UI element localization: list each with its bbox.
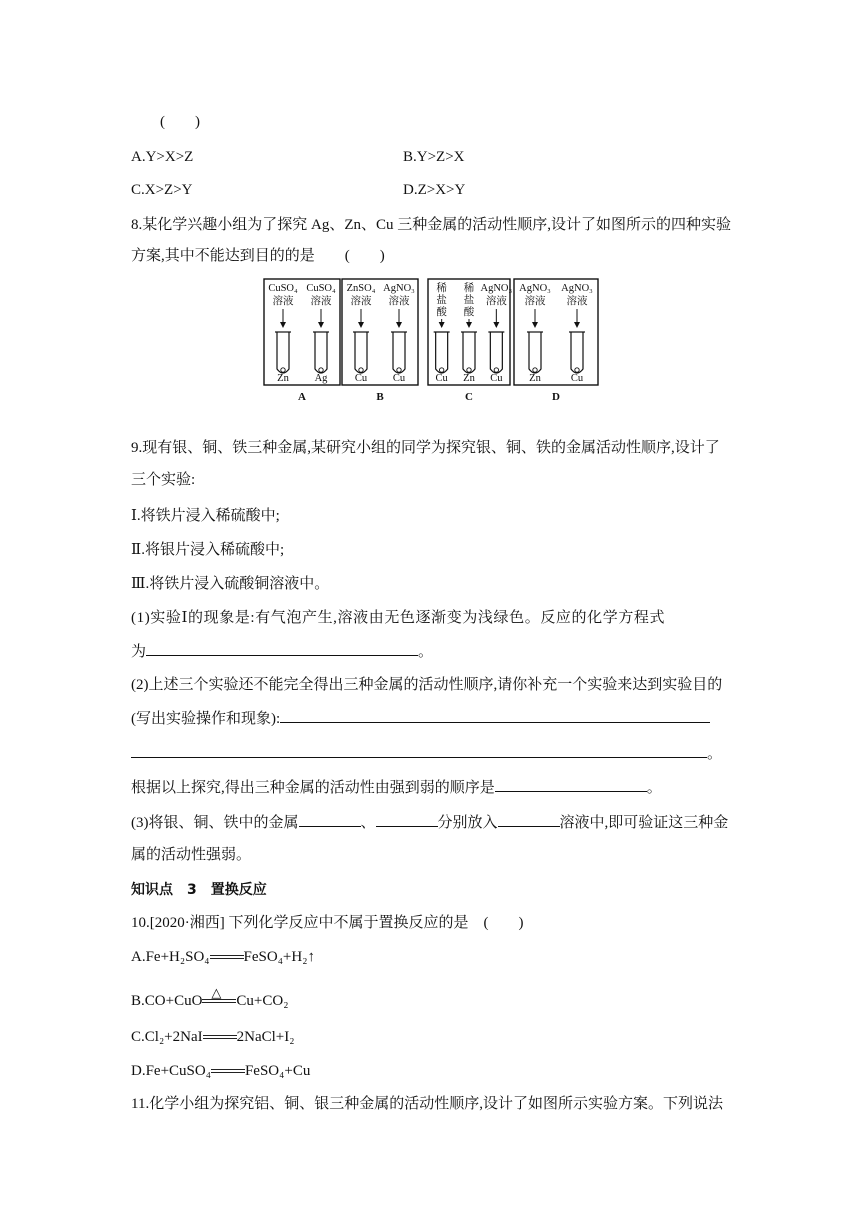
q9-part2-line3 xyxy=(131,743,722,764)
q9-part3-sep: 、 xyxy=(360,815,376,831)
arrowhead-icon xyxy=(439,322,445,328)
test-tube-icon xyxy=(393,332,405,373)
reagent-label: 稀 xyxy=(436,283,447,294)
q9-part3-line2: 属的活动性强弱。 xyxy=(131,847,252,863)
q10-option-c xyxy=(131,1027,294,1047)
reagent-label: 盐 xyxy=(436,295,447,306)
q9-stem-line2: 三个实验: xyxy=(131,472,196,488)
q7-option-c: C.X>Z>Y xyxy=(131,182,193,198)
q9-order-line xyxy=(131,777,662,798)
equals-sign-icon xyxy=(203,1034,237,1042)
q11-stem-line1: 11.化学小组为探究铝、铜、银三种金属的活动性顺序,设计了如图所示实验方案。下列说法 xyxy=(131,1096,723,1112)
q10-option-a-products: FeSO₄+H₂↑ xyxy=(243,949,315,965)
group-label: B xyxy=(376,391,384,403)
test-tube-icon xyxy=(571,332,583,373)
q9-part2-line2 xyxy=(131,708,710,729)
q10-option-d xyxy=(131,1061,310,1081)
test-tube-icon xyxy=(436,332,448,373)
q7-option-d: D.Z>X>Y xyxy=(403,182,466,198)
reagent-label: AgNO₃ xyxy=(480,283,513,294)
q10-option-d-products: FeSO₄+Cu xyxy=(244,1063,311,1079)
group-D-frame xyxy=(514,279,598,385)
metal-label: Cu xyxy=(435,373,448,384)
reagent-label: AgNO₃ xyxy=(383,283,415,294)
q9-part1-line1: (1)实验Ⅰ的现象是:有气泡产生,溶液由无色逐渐变为浅绿色。反应的化学方程式 xyxy=(131,610,666,626)
q10-option-c-reactants: Cl₂+2NaI xyxy=(144,1029,203,1045)
q9-part3-blank-metal-2[interactable] xyxy=(376,812,438,827)
reagent-label: 溶液 xyxy=(388,296,410,307)
q10-option-c-products: 2NaCl+I₂ xyxy=(236,1029,295,1045)
arrowhead-icon xyxy=(280,322,286,328)
reagent-label: 溶液 xyxy=(310,296,332,307)
group-label: D xyxy=(552,391,560,403)
q9-stem-line1: 9.现有银、铜、铁三种金属,某研究小组的同学为探究银、铜、铁的金属活动性顺序,设计了 xyxy=(131,440,720,456)
test-tube-icon xyxy=(277,332,289,373)
q9-part3-blank-metal-1[interactable] xyxy=(299,812,361,827)
metal-label: Cu xyxy=(354,373,368,384)
q7-option-a: A.Y>X>Z xyxy=(131,149,194,165)
metal-label: Cu xyxy=(570,373,584,384)
reagent-label: 盐 xyxy=(463,295,475,306)
equals-sign-icon xyxy=(211,1068,245,1076)
q9-experiment-1: Ⅰ.将铁片浸入稀硫酸中; xyxy=(131,508,280,524)
q9-part2-line1: (2)上述三个实验还不能完全得出三种金属的活动性顺序,请你补充一个实验来达到实验目的 xyxy=(131,677,723,693)
q8-stem-line1: 8.某化学兴趣小组为了探究 Ag、Zn、Cu 三种金属的活动性顺序,设计了如图所示的四种实验 xyxy=(131,217,732,233)
q9-part3-text-c: 溶液中,即可验证这三种金 xyxy=(559,815,729,831)
reagent-label: AgNO₃ xyxy=(561,283,593,294)
arrowhead-icon xyxy=(358,322,364,328)
q9-part3-blank-solution[interactable] xyxy=(498,812,560,827)
arrowhead-icon xyxy=(396,322,402,328)
q7-option-b: B.Y>Z>X xyxy=(403,149,465,165)
metal-label: Cu xyxy=(490,373,503,384)
reagent-label: AgNO₃ xyxy=(519,283,551,294)
reagent-label: 溶液 xyxy=(485,296,507,307)
reagent-label: CuSO₄ xyxy=(306,283,336,294)
test-tube-icon xyxy=(529,332,541,373)
test-tube-icon xyxy=(355,332,367,373)
heating-condition-icon: △ xyxy=(211,984,222,1000)
group-label: A xyxy=(298,391,306,403)
q9-experiment-3: Ⅲ.将铁片浸入硫酸铜溶液中。 xyxy=(131,576,330,592)
q9-part1-end: 。 xyxy=(418,644,434,660)
q9-part2-answer-blank-2[interactable] xyxy=(131,743,707,758)
equals-sign-icon xyxy=(202,984,236,1006)
q9-part2-prefix: (写出实验操作和现象): xyxy=(131,711,281,727)
arrowhead-icon xyxy=(532,322,538,328)
arrowhead-icon xyxy=(318,322,324,328)
metal-label: Zn xyxy=(463,373,475,384)
reagent-label: CuSO₄ xyxy=(268,283,298,294)
q9-part3-text-a: (3)将银、铜、铁中的金属 xyxy=(131,815,299,831)
reagent-label: ZnSO₄ xyxy=(346,283,376,294)
q10-stem: 10.[2020·湘西] 下列化学反应中不属于置换反应的是 ( ) xyxy=(131,915,524,931)
q10-option-a-reactants: Fe+H₂SO₄ xyxy=(145,949,210,965)
q9-order-answer-blank[interactable] xyxy=(495,777,647,792)
reagent-label: 稀 xyxy=(463,283,475,294)
metal-label: Zn xyxy=(529,373,541,384)
equals-sign-icon xyxy=(210,954,244,962)
q9-order-end: 。 xyxy=(646,780,662,796)
arrowhead-icon xyxy=(574,322,580,328)
q10-option-b-reactants: CO+CuO xyxy=(144,993,203,1009)
reagent-label: 溶液 xyxy=(350,296,372,307)
reagent-label: 酸 xyxy=(436,307,447,318)
q10-option-a xyxy=(131,947,315,967)
q9-experiment-2: Ⅱ.将银片浸入稀硫酸中; xyxy=(131,542,285,558)
q7-answer-paren: ( ) xyxy=(160,114,200,130)
q10-option-a-prefix: A. xyxy=(131,949,146,965)
q9-order-text: 根据以上探究,得出三种金属的活动性由强到弱的顺序是 xyxy=(131,780,495,796)
metal-label: Zn xyxy=(277,373,289,384)
arrowhead-icon xyxy=(466,322,472,328)
test-tube-icon xyxy=(463,332,475,373)
metal-label: Cu xyxy=(392,373,406,384)
q10-option-d-prefix: D. xyxy=(131,1063,146,1079)
q9-part2-answer-blank-1[interactable] xyxy=(280,708,710,723)
reagent-label: 溶液 xyxy=(272,296,294,307)
q10-option-b-prefix: B. xyxy=(131,993,145,1009)
metal-label: Ag xyxy=(314,373,328,384)
arrowhead-icon xyxy=(493,322,499,328)
group-label: C xyxy=(465,391,473,403)
q10-option-d-reactants: Fe+CuSO₄ xyxy=(145,1063,211,1079)
q8-experiment-figure xyxy=(262,277,602,407)
reagent-label: 溶液 xyxy=(524,296,546,307)
q9-part1-answer-blank[interactable] xyxy=(146,641,418,656)
q10-option-b xyxy=(131,984,289,1011)
section-3-title: 知识点 3 置换反应 xyxy=(131,882,267,898)
q10-option-b-products: Cu+CO₂ xyxy=(236,993,289,1009)
q9-part1-prefix: 为 xyxy=(131,644,147,660)
q9-part3-text-b: 分别放入 xyxy=(437,815,498,831)
q9-part1-line2 xyxy=(131,641,433,662)
q10-option-c-prefix: C. xyxy=(131,1029,145,1045)
test-tube-icon xyxy=(315,332,327,373)
q9-part2-end: 。 xyxy=(707,746,723,762)
reagent-label: 溶液 xyxy=(566,296,588,307)
reagent-label: 酸 xyxy=(463,307,475,318)
q8-stem-line2: 方案,其中不能达到目的的是 ( ) xyxy=(131,248,385,264)
test-tube-icon xyxy=(490,332,502,373)
q9-part3-line1 xyxy=(131,812,728,833)
